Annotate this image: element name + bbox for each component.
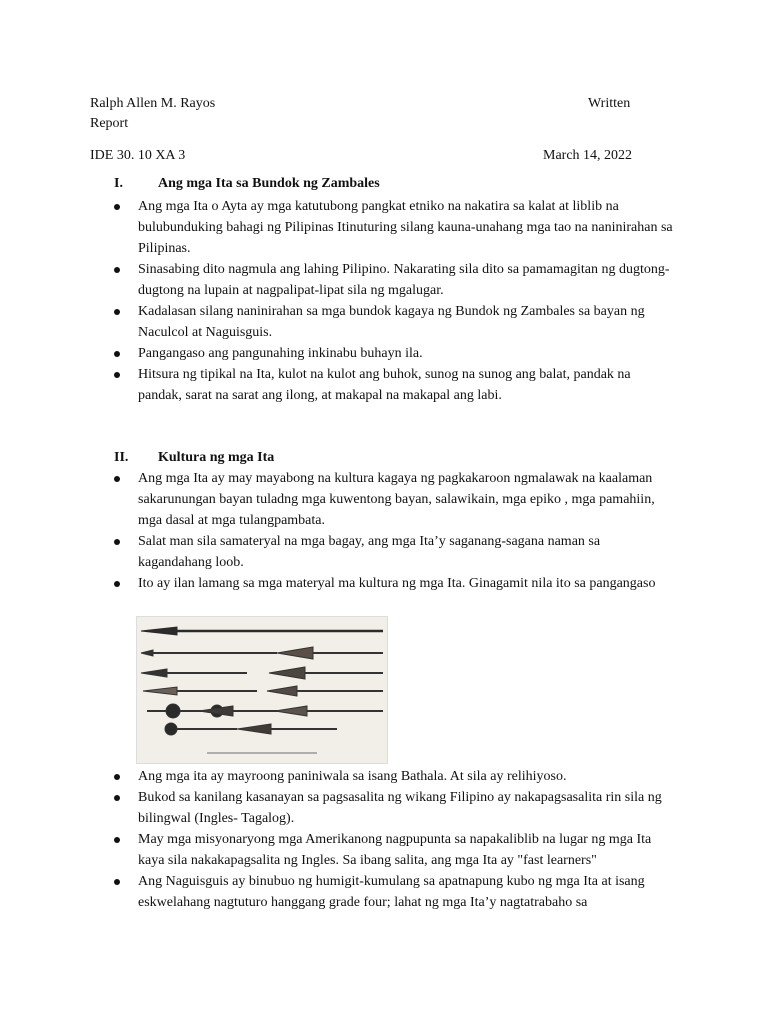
list-item (114, 531, 674, 573)
header-line-1 (90, 94, 650, 114)
list-item (114, 787, 674, 829)
list-item-text: Ang mga Ita o Ayta ay mga katutubong pangkat etniko na nakatira sa kalat at liblib na bulubunduking bahagi ng Pilipinas Itinuturing silang kauna-unahang mga tao na naninirahan sa Pilipinas. (138, 199, 673, 256)
section-2-heading: Kultura ng mga Ita (158, 450, 275, 465)
list-item-text: Sinasabing dito nagmula ang lahing Pilipino. Nakarating sila dito sa pamamagitan ng dugtong-dugtong na lupain at nagpalipat-lipat sila ng mgalugar. (138, 262, 670, 298)
list-item (114, 301, 674, 343)
bullet-icon (114, 476, 120, 482)
section-1-number: I. (114, 176, 123, 191)
bullet-icon (114, 795, 120, 801)
list-item-text: Salat man sila samateryal na mga bagay, ang mga Ita’y saganang-sagana naman sa kagandahang loob. (138, 534, 601, 570)
section-2-list (114, 468, 674, 594)
list-item-text: Ang mga Ita ay may mayabong na kultura kagaya ng pagkakaroon ngmalawak na kaalaman sakarunungan bayan tuladng mga kuwentong bayan, salawikain, mga epiko , mga pamahiin, mga dasal at mga tulangpambata. (138, 471, 655, 528)
list-item-text: Kadalasan silang naninirahan sa mga bundok kagaya ng Bundok ng Zambales sa bayan ng Naculcol at Naguisguis. (138, 304, 645, 340)
list-item-text: Hitsura ng tipikal na Ita, kulot na kulot ang buhok, sunog na sunog ang balat, pandak na pandak, sarat na sarat ang ilong, at makapal na makapal ang labi. (138, 367, 631, 403)
list-item (114, 468, 674, 531)
section-2-title (114, 450, 274, 466)
report-date: March 14, 2022 (543, 148, 633, 163)
bullet-icon (114, 879, 120, 885)
section-2-list-cont (114, 766, 674, 913)
header-line-3 (90, 146, 650, 166)
list-item-text: Bukod sa kanilang kasanayan sa pagsasalita ng wikang Filipino ay nakapagsasalita rin sila ng bilingwal (Ingles- Tagalog). (138, 790, 662, 826)
report-type-cont: Report (90, 116, 129, 131)
list-item (114, 766, 674, 787)
bullet-icon (114, 372, 120, 378)
spears-photo (136, 616, 388, 764)
list-item-text: Pangangaso ang pangunahing inkinabu buhayn ila. (138, 346, 423, 361)
list-item (114, 364, 674, 406)
section-2-number: II. (114, 450, 129, 465)
bullet-icon (114, 774, 120, 780)
list-item (114, 343, 674, 364)
bullet-icon (114, 837, 120, 843)
bullet-icon (114, 581, 120, 587)
bullet-icon (114, 267, 120, 273)
list-item-text: Ang mga ita ay mayroong paniniwala sa isang Bathala. At sila ay relihiyoso. (138, 769, 567, 784)
list-item (114, 196, 674, 259)
list-item-text: May mga misyonaryong mga Amerikanong nagpupunta sa napakaliblib na lugar ng mga Ita kaya sila nakakapagsalita ng Ingles. Sa ibang salita, ang mga Ita ay "fast learners" (138, 832, 652, 868)
list-item-text: Ang Naguisguis ay binubuo ng humigit-kumulang sa apatnapung kubo ng mga Ita at isang eskwelahang nagtuturo hanggang grade four; lahat ng mga Ita’y nagtatrabaho sa (138, 874, 645, 910)
list-item (114, 871, 674, 913)
bullet-icon (114, 539, 120, 545)
section-1-heading: Ang mga Ita sa Bundok ng Zambales (158, 176, 380, 191)
spears-illustration (137, 617, 387, 763)
list-item (114, 573, 674, 594)
section-1-title (114, 176, 380, 192)
bullet-icon (114, 204, 120, 210)
course-code: IDE 30. 10 XA 3 (90, 148, 186, 163)
list-item (114, 259, 674, 301)
list-item (114, 829, 674, 871)
bullet-icon (114, 351, 120, 357)
header-line-2 (90, 114, 650, 134)
author-name: Ralph Allen M. Rayos (90, 96, 216, 111)
bullet-icon (114, 309, 120, 315)
list-item-text: Ito ay ilan lamang sa mga materyal ma kultura ng mga Ita. Ginagamit nila ito sa pangangaso (138, 576, 656, 591)
section-1-list (114, 196, 674, 406)
report-type: Written (588, 96, 631, 111)
